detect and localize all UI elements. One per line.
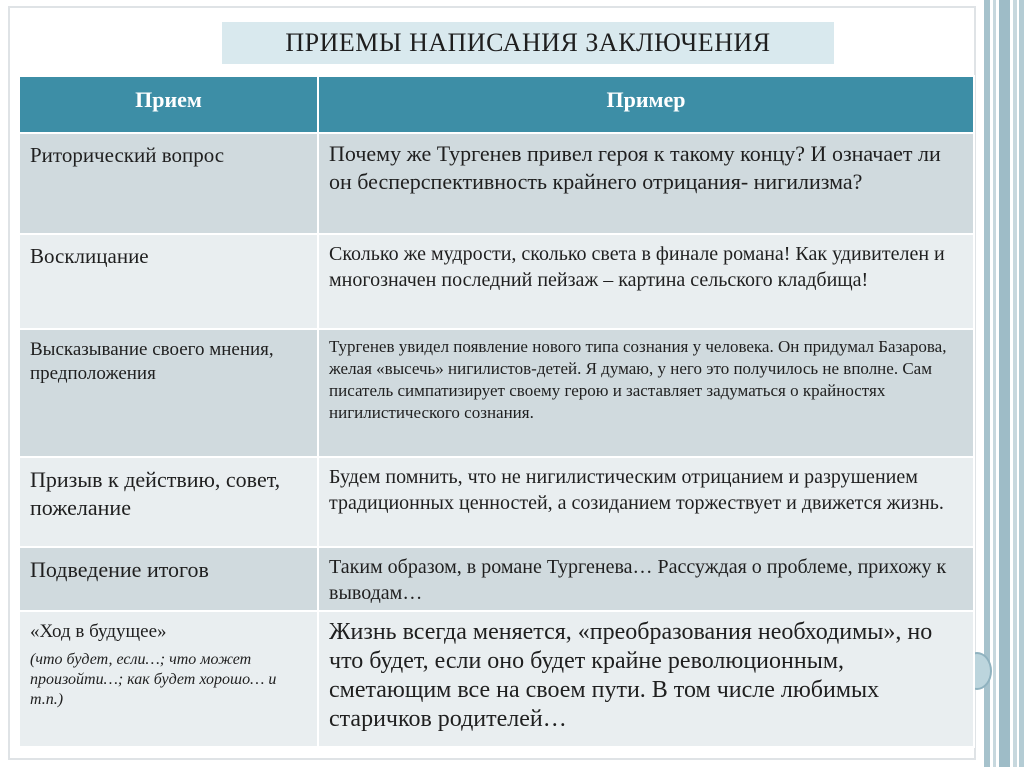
table-row (19, 329, 974, 457)
technique-example: Жизнь всегда меняется, «преобразования необходимы», но что будет, если оно будет крайне революционным, сметающим все на своем пути. В том числе любимых старичков родителей… (318, 611, 974, 747)
header-example: Пример (318, 76, 974, 133)
technique-example: Будем помнить, что не нигилистическим отрицанием и разрушением традиционных ценностей, а созиданием торжествует и движется жизнь. (318, 457, 974, 547)
technique-label: Восклицание (19, 234, 318, 329)
technique-example: Сколько же мудрости, сколько света в финале романа! Как удивителен и многозначен последний пейзаж – картина сельского кладбища! (318, 234, 974, 329)
table-row (19, 133, 974, 234)
technique-note: (что будет, если…; что может произойти…; как будет хорошо… и т.п.) (30, 651, 277, 708)
technique-label: Риторический вопрос (19, 133, 318, 234)
technique-example: Почему же Тургенев привел героя к такому концу? И означает ли он бесперспективность крайнего отрицания- нигилизма? (318, 133, 974, 234)
technique-label: «Ход в будущее» (30, 621, 167, 642)
decor-bar (1013, 0, 1017, 767)
page-title: ПРИЕМЫ НАПИСАНИЯ ЗАКЛЮЧЕНИЯ (222, 22, 834, 64)
technique-label: Подведение итогов (19, 547, 318, 611)
technique-label-cell (19, 611, 318, 747)
table-row (19, 611, 974, 747)
techniques-table (18, 75, 975, 748)
table-row (19, 457, 974, 547)
technique-example: Тургенев увидел появление нового типа сознания у человека. Он придумал Базарова, желая «высечь» нигилистов-детей. Я думаю, у него это получилось не вполне. Сам писатель симпатизирует своему герою и заставляет задуматься о крайностях нигилистического сознания. (318, 329, 974, 457)
technique-example: Таким образом, в романе Тургенева… Рассуждая о проблеме, прихожу к выводам… (318, 547, 974, 611)
technique-label: Призыв к действию, совет, пожелание (19, 457, 318, 547)
table-row (19, 234, 974, 329)
decor-bar (993, 0, 996, 767)
technique-label: Высказывание своего мнения, предположения (19, 329, 318, 457)
table-row (19, 547, 974, 611)
table-header-row (19, 76, 974, 133)
decor-bar (1019, 0, 1024, 767)
header-technique: Прием (19, 76, 318, 133)
decor-bar (999, 0, 1010, 767)
decor-bar (984, 0, 990, 767)
